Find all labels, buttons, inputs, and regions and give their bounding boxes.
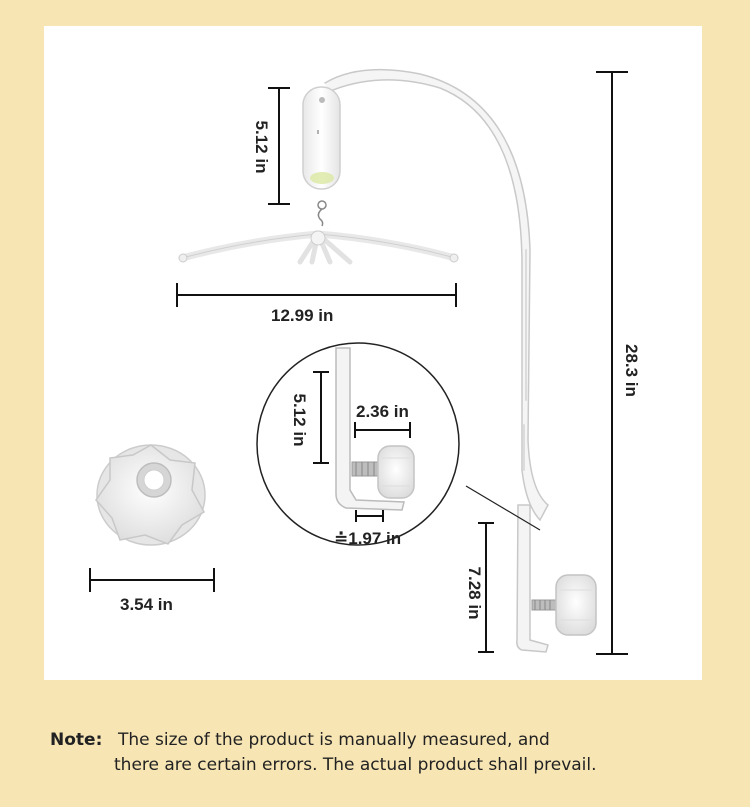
hanger	[179, 231, 458, 262]
music-box	[303, 87, 340, 226]
bottom-clamp	[517, 505, 596, 652]
arm-height-label: 28.3 in	[622, 344, 641, 397]
note-label: Note:	[50, 730, 103, 750]
motor-height-label: 5.12 in	[252, 120, 271, 174]
knob-span-label: 2.36 in	[356, 402, 409, 421]
note-line-2: there are certain errors. The actual product shall prevail.	[114, 755, 597, 775]
clamp-opening-label: ≐1.97 in	[334, 529, 402, 548]
knob-diameter-label: 3.54 in	[120, 595, 173, 614]
clamp-arm-height-label: 5.12 in	[290, 393, 309, 447]
note-line-1: The size of the product is manually measured, and	[118, 730, 550, 750]
clamp-height-label: 7.28 in	[465, 566, 484, 620]
hanger-width-label: 12.99 in	[271, 306, 334, 325]
clamp-knob	[96, 445, 205, 545]
